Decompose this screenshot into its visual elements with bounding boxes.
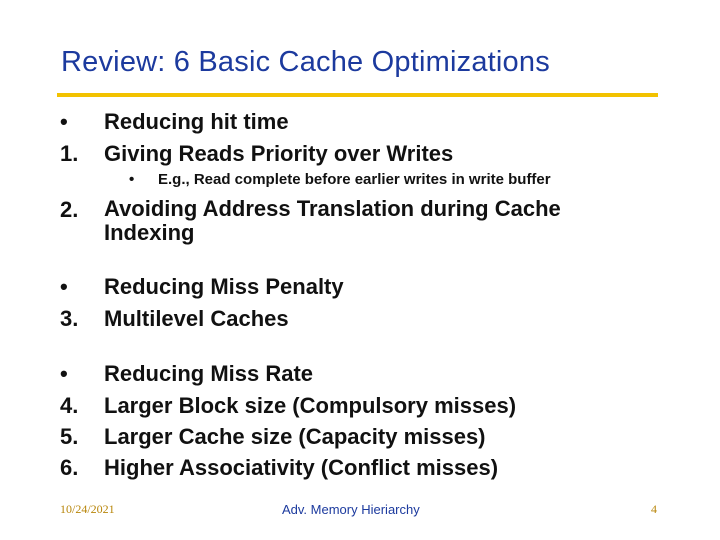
list-item-text: Higher Associativity (Conflict misses) (104, 455, 499, 480)
number-marker: 1. (60, 141, 79, 166)
list-item-text: Avoiding Address Translation during Cache Indexing (104, 196, 561, 245)
list-item-text: Multilevel Caches (104, 306, 289, 331)
sub-list-item-text: E.g., Read complete before earlier writes in write buffer (158, 171, 551, 188)
page-number: 4 (651, 502, 657, 516)
bullet-marker: • (60, 361, 68, 386)
bullet-marker: • (60, 109, 68, 134)
number-marker: 4. (60, 393, 79, 418)
list-item-text: Reducing hit time (104, 109, 289, 134)
number-marker: 3. (60, 306, 79, 331)
number-marker: 2. (60, 197, 79, 222)
slide-title: Review: 6 Basic Cache Optimizations (61, 46, 550, 78)
footer-date: 10/24/2021 (60, 502, 115, 516)
list-item-text: Reducing Miss Penalty (104, 274, 344, 299)
footer-title: Adv. Memory Hieriarchy (282, 502, 420, 517)
number-marker: 6. (60, 455, 79, 480)
bullet-marker: • (60, 274, 68, 299)
list-item-text: Larger Block size (Compulsory misses) (104, 393, 517, 418)
list-item-text: Reducing Miss Rate (104, 361, 314, 386)
title-underline (57, 93, 658, 97)
number-marker: 5. (60, 424, 79, 449)
bullet-marker: • (129, 171, 135, 188)
list-item-text: Giving Reads Priority over Writes (104, 141, 454, 166)
list-item-text: Larger Cache size (Capacity misses) (104, 424, 486, 449)
